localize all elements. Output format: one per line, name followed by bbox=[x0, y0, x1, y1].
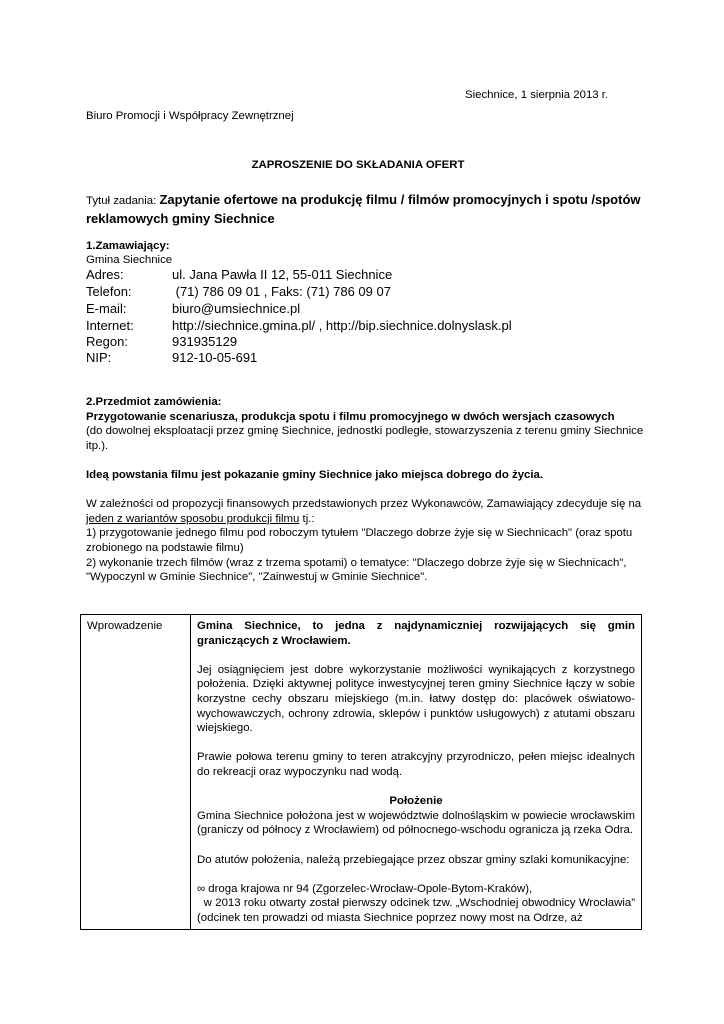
intro-paragraph: Prawie połowa terenu gminy to teren atrakcyjny przyrodniczo, pełen miejsc idealnych do rekreacji oraz wypoczynku nad wodą. bbox=[197, 751, 635, 778]
department-name: Biuro Promocji i Współpracy Zewnętrznej bbox=[86, 110, 294, 122]
section1-heading: 1.Zamawiający: bbox=[86, 240, 170, 252]
intro-paragraph: Jej osiągnięciem jest dobre wykorzystanie możliwości wynikających z korzystnego położenia. Dzięki aktywnej polityce inwestycyjnej teren gminy Siechnice łączy w sobie korzystne cechy obszaru miejskiego (m.in. łatwy dostęp do: placówek oświatowo-wychowawczych, ochrony zdrowia, sklepów i punktów usługowych) z atutami obszaru wiejskiego. bbox=[197, 663, 635, 735]
film-idea: Ideą powstania filmu jest pokazanie gminy Siechnice jako miejsca dobrego do życia. bbox=[86, 468, 544, 481]
variants-underlined: jeden z wariantów sposobu produkcji filmu bbox=[86, 512, 300, 525]
option2-line1: 2) wykonanie trzech filmów (wraz z trzema spotami) o tematyce: "Dlaczego dobrze żyje się w Siechnicach", bbox=[86, 556, 627, 569]
introduction-label: Wprowadzenie bbox=[87, 620, 163, 632]
option1-line2: zrobionego na podstawie filmu) bbox=[86, 541, 244, 554]
introduction-table bbox=[80, 614, 642, 930]
variants-line2 bbox=[86, 512, 646, 527]
variants-after: tj.: bbox=[299, 512, 315, 525]
contact-value: (71) 786 09 01 , Faks: (71) 786 09 07 bbox=[172, 284, 391, 299]
usage-line1: (do dowolnej eksploatacji przez gminę Siechnice, jednostki podległe, stowarzyszenia z terenu gminy Siechnice bbox=[86, 425, 644, 438]
route-text: droga krajowa nr 94 (Zgorzelec-Wrocław-Opole-Bytom-Kraków), bbox=[205, 882, 533, 895]
contact-label: Internet: bbox=[86, 318, 134, 333]
place-date: Siechnice, 1 sierpnia 2013 r. bbox=[465, 89, 609, 101]
variants-line1: W zależności od propozycji finansowych przedstawionych przez Wykonawców, Zamawiający zdecyduje się na bbox=[86, 498, 642, 511]
task-label: Tytuł zadania: bbox=[86, 195, 160, 207]
section2 bbox=[86, 395, 646, 585]
document-title: ZAPROSZENIE DO SKŁADANIA OFERT bbox=[251, 159, 465, 171]
contact-value: ul. Jana Pawła II 12, 55-011 Siechnice bbox=[172, 267, 393, 282]
contact-label: Adres: bbox=[86, 267, 124, 282]
infinity-bullet-icon: ∞ bbox=[197, 882, 206, 895]
section2-heading: 2.Przedmiot zamówienia: bbox=[86, 396, 222, 408]
order-subject: Przygotowanie scenariusza, produkcja spotu i filmu promocyjnego w dwóch wersjach czasowych bbox=[86, 410, 615, 423]
contact-value: biuro@umsiechnice.pl bbox=[172, 301, 301, 316]
task-title-line1: Zapytanie ofertowe na produkcję filmu / filmów promocyjnych i spotu /spotów bbox=[159, 192, 641, 207]
contact-label: NIP: bbox=[86, 350, 112, 365]
option1-line1: 1) przygotowanie jednego filmu pod roboczym tytułem "Dlaczego dobrze żyje się w Siechnicach" (oraz spotu bbox=[86, 527, 633, 540]
contact-value: 931935129 bbox=[172, 334, 238, 349]
ordering-party-name: Gmina Siechnice bbox=[86, 254, 173, 266]
task-title-line2: reklamowych gminy Siechnice bbox=[86, 210, 275, 226]
location-heading: Położenie bbox=[389, 795, 443, 808]
task-title bbox=[86, 191, 646, 227]
contact-label: Telefon: bbox=[86, 284, 132, 299]
introduction-content-cell bbox=[191, 615, 642, 930]
contact-label: Regon: bbox=[86, 334, 128, 349]
usage-line2: itp.). bbox=[86, 439, 109, 452]
intro-lead: Gmina Siechnice, to jedna z najdynamiczniej rozwijających się gmin graniczących z Wrocławiem. bbox=[197, 620, 635, 647]
contact-label: E-mail: bbox=[86, 301, 127, 316]
introduction-label-cell bbox=[81, 615, 191, 930]
intro-paragraph: w 2013 roku otwarty został pierwszy odcinek tzw. „Wschodniej obwodnicy Wrocławia” (odcinek ten prowadzi od miasta Siechnice poprzez nowy most na Odrze, aż bbox=[197, 897, 639, 924]
option2-line2: "Wypoczynl w Gminie Siechnice", "Zainwestuj w Gminie Siechnice". bbox=[86, 571, 428, 584]
contact-value: http://siechnice.gmina.pl/ , http://bip.siechnice.dolnyslask.pl bbox=[172, 318, 512, 333]
intro-paragraph: Do atutów położenia, należą przebiegające przez obszar gminy szlaki komunikacyjne: bbox=[197, 853, 630, 866]
route-bullet bbox=[197, 882, 635, 897]
contact-value: 912-10-05-691 bbox=[172, 350, 258, 365]
intro-paragraph: Gmina Siechnice położona jest w województwie dolnośląskim w powiecie wrocławskim (graniczy od północy z Wrocławiem) od północnego-wschodu ogranicza ją rzeka Odra. bbox=[197, 809, 635, 837]
